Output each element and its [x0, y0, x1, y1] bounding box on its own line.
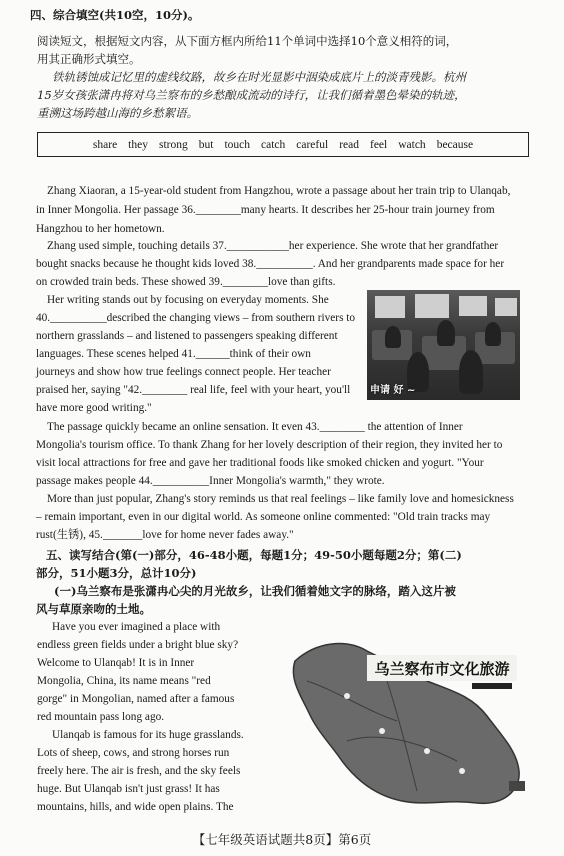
map-title-underline — [472, 683, 512, 689]
passage-line: Hangzhou to her hometown. — [36, 223, 165, 235]
section5-heading-line2: 部分，51小题3分，总计10分) — [36, 566, 197, 580]
section5-heading-line1: 五、读写结合(第(一)部分，46-48小题，每题1分；49-50小题每题2分；第(二) — [46, 548, 462, 562]
photo-caption: 申请 好 ~ — [370, 385, 416, 396]
passage-line: The passage quickly became an online sensation. It even 43.________ the attention of Inner — [47, 421, 463, 433]
passage-line: More than just popular, Zhang's story reminds us that real feelings – like family love and homesickness — [47, 493, 514, 505]
passage-line: languages. These scenes helped 41.______think of their own — [36, 348, 311, 360]
passage-line: 40.__________described the changing views – from southern rivers to — [36, 312, 356, 324]
word-bank-item: they — [128, 138, 148, 151]
word-bank-item: careful — [296, 138, 329, 151]
reading-line: huge. But Ulanqab isn't just grass! It has — [37, 783, 220, 795]
reading-line: Mongolia, China, its name means "red — [37, 675, 211, 687]
page-footer: 【七年级英语试题共8页】第6页 — [192, 832, 372, 847]
word-bank-item: touch — [224, 138, 250, 151]
section4-intro-line3: 重溯这场跨越山海的乡愁絮语。 — [37, 106, 198, 120]
passage-line: rust(生锈), 45._______love for home never fades away." — [36, 529, 294, 541]
map-title: 乌兰察布市文化旅游 — [374, 660, 510, 678]
reading-line: mountains, hills, and wide open plains. The — [37, 801, 234, 813]
section4-instruction-line1: 阅读短文，根据短文内容，从下面方框内所给11个单词中选择10个意义相符的词， — [37, 34, 458, 48]
train-passengers-photo — [367, 290, 520, 400]
section5-sub-line1: (一)乌兰察布是张潇冉心尖的月光故乡，让我们循着她文字的脉络，踏入这片被 — [54, 584, 456, 598]
passage-line: praised her, saying "42.________ real life, feel with your heart, you'll — [36, 384, 351, 396]
reading-line: Have you ever imagined a place with — [52, 621, 221, 633]
word-bank-item: feel — [369, 138, 388, 151]
reading-line: freely here. The air is fresh, and the sky feels — [37, 765, 241, 777]
reading-line: gorge" in Mongolian, named after a famous — [37, 693, 235, 705]
reading-line: Welcome to Ulanqab! It is in Inner — [37, 657, 195, 669]
map-landmark-icon — [424, 748, 430, 754]
passage-line: bought snacks because he thought kids loved 38.__________. And her grandparents made space for her — [36, 258, 505, 270]
word-bank-item: watch — [398, 138, 426, 151]
map-landmark-icon — [344, 693, 350, 699]
passage-line: have more good writing." — [36, 402, 152, 414]
section5-sub-line2: 风与草原亲吻的土地。 — [36, 602, 151, 616]
word-bank-item: catch — [261, 138, 286, 151]
reading-line: Ulanqab is famous for its huge grasslands. — [52, 729, 244, 741]
passage-line: – remain important, even in our digital world. As someone online commented: "Old train tracks may — [36, 511, 491, 523]
word-bank-item: but — [198, 138, 214, 151]
word-bank-item: strong — [158, 138, 188, 151]
passage-line: on crowded train beds. These showed 39.________love than gifts. — [36, 276, 336, 288]
map-landmark-icon — [379, 728, 385, 734]
passage-line: visit local attractions for free and gave her traditional foods like smoked chicken and yogurt. "Your — [36, 457, 484, 469]
passage-line: Her writing stands out by focusing on everyday moments. She — [47, 294, 329, 306]
ulanqab-tourism-map — [287, 621, 527, 811]
section4-heading: 四、综合填空(共10空，10分)。 — [30, 8, 200, 22]
passage-line: journeys and show how true feelings connect people. Her teacher — [36, 366, 331, 378]
map-legend-box — [509, 781, 525, 791]
reading-line: Lots of sheep, cows, and strong horses run — [37, 747, 230, 759]
section4-intro-line2: 15岁女孩张潇冉将对乌兰察布的乡愁酿成流动的诗行，让我们循着墨色晕染的轨迹， — [37, 88, 466, 102]
map-landmark-icon — [459, 768, 465, 774]
word-bank-item: because — [436, 138, 474, 151]
passage-line: in Inner Mongolia. Her passage 36.________many hearts. It describes her 25-hour train journey from — [36, 204, 495, 216]
passage-line: Mongolia's tourism office. To thank Zhang for her lovely description of their region, they invited her to — [36, 439, 503, 451]
passage-line: Zhang used simple, touching details 37.___________her experience. She wrote that her grandfather — [47, 240, 499, 252]
passage-line: northern grasslands – and listened to passengers speaking different — [36, 330, 338, 342]
section4-instruction-line2: 用其正确形式填空。 — [37, 52, 141, 66]
section4-intro-line1: 铁轨锈蚀成记忆里的虚线纹路，故乡在时光显影中洇染成底片上的淡青残影。杭州 — [52, 70, 466, 84]
passage-line: passage makes people 44.__________Inner Mongolia's warmth," they wrote. — [36, 475, 385, 487]
reading-line: endless green fields under a bright blue sky? — [37, 639, 239, 651]
word-bank-item: share — [92, 138, 118, 151]
passage-line: Zhang Xiaoran, a 15-year-old student from Hangzhou, wrote a passage about her train trip to Ulanqab, — [47, 185, 511, 197]
reading-line: red mountain pass long ago. — [37, 711, 165, 723]
word-bank-box — [37, 132, 529, 157]
word-bank-item: read — [339, 138, 359, 151]
